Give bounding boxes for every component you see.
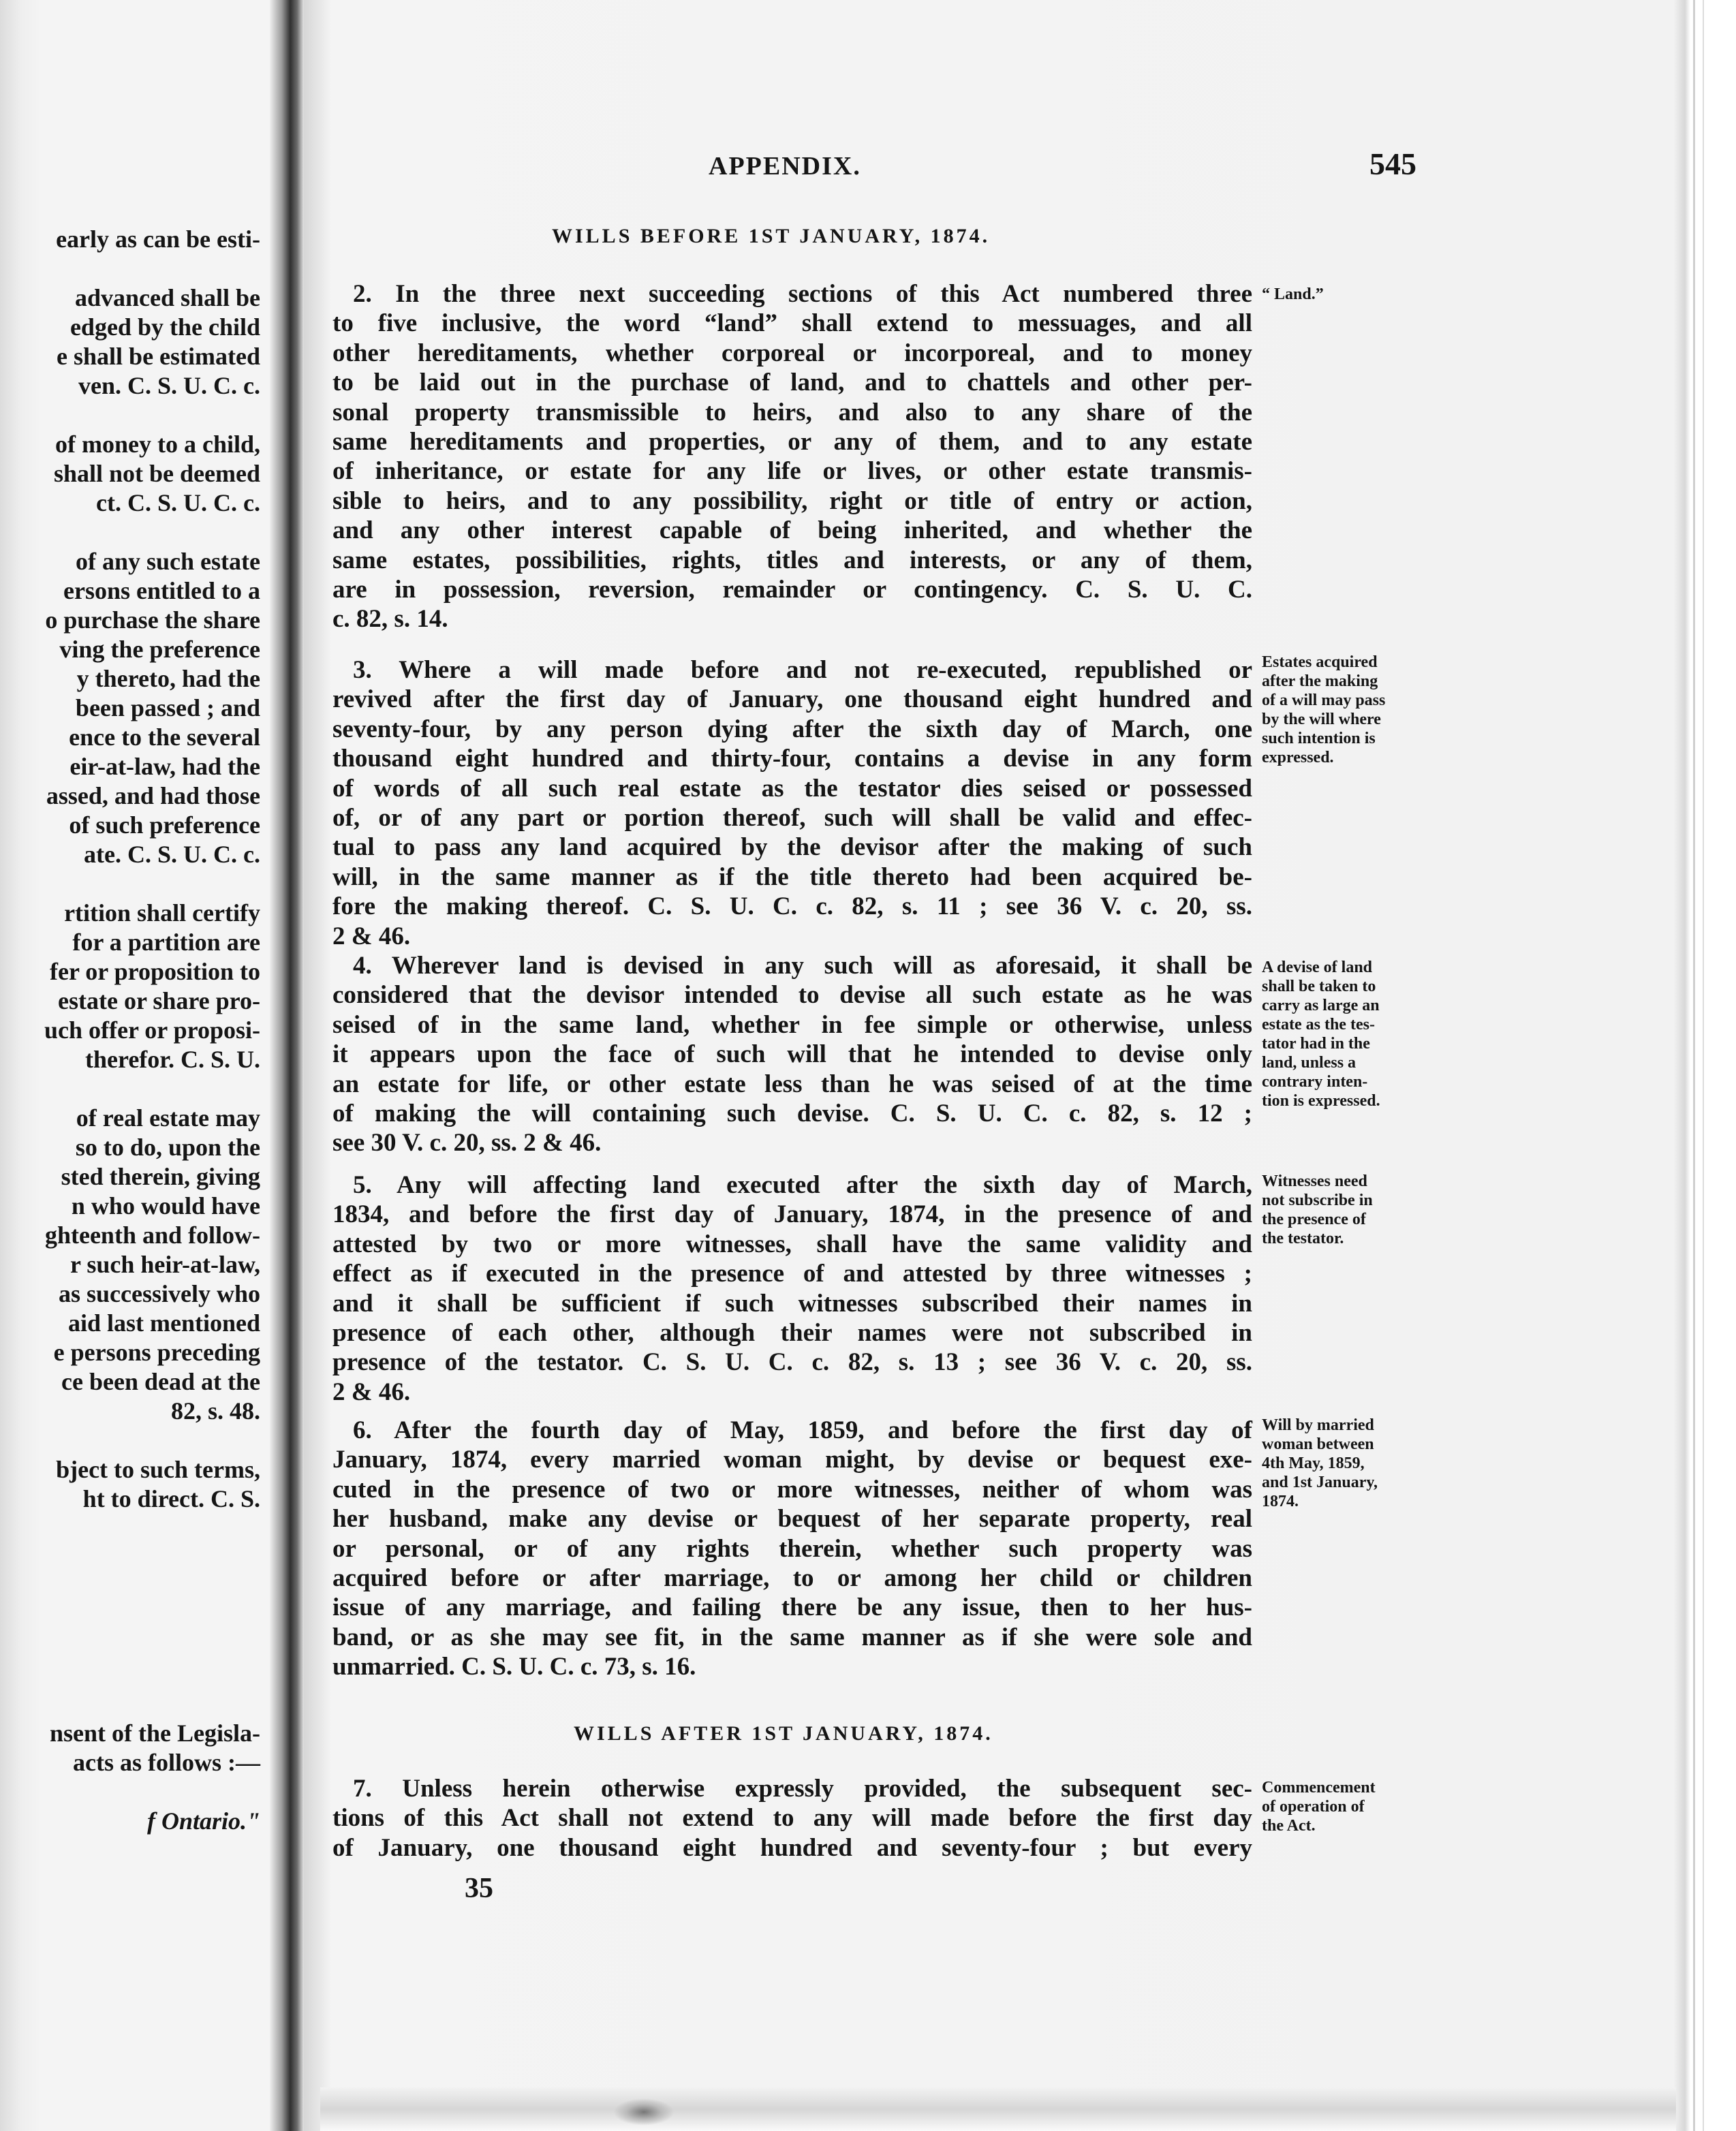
section-line: to five inclusive, the word “land” shall extend to messuages, and all <box>332 309 1252 338</box>
section-line: 2 & 46. <box>332 1378 411 1406</box>
section-line: 2. In the three next succeeding sections of this Act numbered three <box>353 280 1252 308</box>
section-line: 7. Unless herein otherwise expressly provided, the subsequent sec- <box>353 1775 1252 1803</box>
facing-page-line: so to do, upon the <box>75 1134 260 1161</box>
marginal-note-line: by the will where <box>1262 711 1381 728</box>
section-line: revived after the first day of January, one thousand eight hundred and <box>332 685 1252 714</box>
section-line: of making the will containing such devise. C. S. U. C. c. 82, s. 12 ; <box>332 1100 1252 1128</box>
facing-page-line: early as can be esti- <box>56 225 260 253</box>
facing-page-line: assed, and had those <box>46 782 260 809</box>
section-line: considered that the devisor intended to devise all such estate as he was <box>332 981 1252 1010</box>
section-line: other hereditaments, whether corporeal or incorporeal, and to money <box>332 339 1252 367</box>
section-line: will, in the same manner as if the title thereto had been acquired be- <box>332 862 1252 891</box>
page-number: 545 <box>1369 146 1416 181</box>
facing-page-line: eir-at-law, had the <box>69 753 260 780</box>
facing-page-line: r such heir-at-law, <box>70 1251 260 1278</box>
section-line: 6. After the fourth day of May, 1859, and before the first day of <box>353 1416 1252 1444</box>
statute-section <box>332 1774 1252 1863</box>
marginal-note-line: Commencement <box>1262 1779 1376 1796</box>
statute-section <box>332 655 1252 951</box>
facing-page-line: advanced shall be <box>74 284 260 311</box>
marginal-note-line: the Act. <box>1262 1817 1316 1835</box>
section-line: cuted in the presence of two or more witnesses, neither of whom was <box>332 1475 1252 1504</box>
section-line: tions of this Act shall not extend to any will made before the first day <box>332 1804 1252 1833</box>
statute-section <box>332 279 1252 634</box>
marginal-note-line: carry as large an <box>1262 997 1380 1014</box>
marginal-note-line: Witnesses need <box>1262 1172 1367 1190</box>
running-head: APPENDIX. <box>709 152 861 181</box>
marginal-note-line: of a will may pass <box>1262 691 1386 709</box>
section-line: seventy-four, by any person dying after the sixth day of March, one <box>332 715 1252 743</box>
section-heading-wills-after: WILLS AFTER 1ST JANUARY, 1874. <box>574 1722 993 1745</box>
facing-page-line: e shall be estimated <box>57 343 260 370</box>
section-line: acquired before or after marriage, to or among her child or children <box>332 1564 1252 1593</box>
section-heading-wills-before: WILLS BEFORE 1ST JANUARY, 1874. <box>552 225 991 247</box>
facing-page-line: ersons entitled to a <box>63 577 260 604</box>
facing-page-line: edged by the child <box>69 313 260 341</box>
facing-page-line: ce been dead at the <box>61 1368 260 1395</box>
signature-folio: 35 <box>465 1873 493 1904</box>
facing-page-line: aid last mentioned <box>67 1309 260 1337</box>
facing-page-line: nsent of the Legisla- <box>50 1720 260 1747</box>
facing-page-line: ht to direct. C. S. <box>82 1485 260 1512</box>
section-line: of January, one thousand eight hundred and seventy-four ; but every <box>332 1833 1252 1862</box>
marginal-note-line: woman between <box>1262 1435 1374 1453</box>
section-line: and it shall be sufficient if such witnesses subscribed their names in <box>332 1289 1252 1318</box>
marginal-note-line: “ Land.” <box>1262 285 1324 303</box>
section-line: and any other interest capable of being inherited, and whether the <box>332 516 1252 545</box>
section-line: band, or as she may see fit, in the same manner as if she were sole and <box>332 1623 1252 1651</box>
marginal-note-line: tion is expressed. <box>1262 1092 1380 1110</box>
marginal-note-line: not subscribe in <box>1262 1192 1373 1209</box>
marginal-note-line: contrary inten- <box>1262 1073 1368 1091</box>
section-line: presence of each other, although their names were not subscribed in <box>332 1319 1252 1348</box>
facing-page-line: been passed ; and <box>75 694 260 721</box>
section-line: tual to pass any land acquired by the devisor after the making of such <box>332 833 1252 862</box>
marginal-note-line: Estates acquired <box>1262 653 1378 671</box>
facing-page-fragment <box>0 225 264 1850</box>
facing-page-line: sted therein, giving <box>61 1163 260 1190</box>
marginal-note-line: 4th May, 1859, <box>1262 1455 1365 1472</box>
section-line: 4. Wherever land is devised in any such will as aforesaid, it shall be <box>353 952 1252 980</box>
section-line: sible to heirs, and to any possibility, right or title of entry or action, <box>332 486 1252 515</box>
marginal-note <box>1262 958 1432 1110</box>
marginal-note <box>1262 1778 1432 1835</box>
marginal-note-line: such intention is <box>1262 730 1376 747</box>
facing-page-line: of real estate may <box>76 1104 260 1132</box>
section-line: 5. Any will affecting land executed after the sixth day of March, <box>353 1171 1252 1199</box>
section-line: or personal, or of any rights therein, whether such property was <box>332 1534 1252 1563</box>
section-line: are in possession, reversion, remainder or contingency. C. S. U. C. <box>332 576 1252 604</box>
facing-page-line: rtition shall certify <box>64 899 260 927</box>
section-line: issue of any marriage, and failing there be any issue, then to her hus- <box>332 1593 1252 1622</box>
section-line: January, 1874, every married woman might, by devise or bequest exe- <box>332 1446 1252 1474</box>
facing-page-line: therefor. C. S. U. <box>85 1046 260 1073</box>
section-line: presence of the testator. C. S. U. C. c. 82, s. 13 ; see 36 V. c. 20, ss. <box>332 1348 1252 1377</box>
section-line: her husband, make any devise or bequest of her separate property, real <box>332 1505 1252 1534</box>
facing-page-line: ence to the several <box>69 724 260 751</box>
marginal-note-line: of operation of <box>1262 1798 1365 1816</box>
section-line: effect as if executed in the presence of and attested by three witnesses ; <box>332 1260 1252 1288</box>
statute-section <box>332 1416 1252 1682</box>
section-line: it appears upon the face of such will that he intended to devise only <box>332 1040 1252 1069</box>
section-line: unmarried. C. S. U. C. c. 73, s. 16. <box>332 1653 696 1681</box>
marginal-note-line: land, unless a <box>1262 1054 1357 1072</box>
facing-page-line: ate. C. S. U. C. c. <box>84 841 260 868</box>
marginal-note <box>1262 1172 1432 1248</box>
gutter-shadow <box>304 0 331 2131</box>
section-line: 2 & 46. <box>332 922 411 950</box>
facing-page-line: as successively who <box>59 1280 260 1307</box>
facing-page-line: ghteenth and follow- <box>44 1222 260 1249</box>
facing-page-line: of any such estate <box>76 548 260 575</box>
facing-page-line: acts as follows :— <box>73 1749 260 1776</box>
book-gutter <box>270 0 304 2131</box>
facing-page-line: o purchase the share <box>45 606 260 634</box>
facing-page-line: ving the preference <box>59 636 260 663</box>
section-line: 3. Where a will made before and not re-executed, republished or <box>353 656 1252 684</box>
section-line: sonal property transmissible to heirs, and also to any share of the <box>332 398 1252 426</box>
section-line: c. 82, s. 14. <box>332 605 448 634</box>
section-line: of inheritance, or estate for any life or lives, or other estate transmis- <box>332 457 1252 486</box>
marginal-note <box>1262 1416 1432 1511</box>
facing-page-line: n who would have <box>71 1192 260 1219</box>
facing-page-line: 82, s. 48. <box>170 1397 260 1425</box>
section-line: seised of in the same land, whether in fee simple or otherwise, unless <box>332 1010 1252 1039</box>
facing-page-line: estate or share pro- <box>58 987 260 1014</box>
marginal-note <box>1262 285 1432 304</box>
facing-page-line: bject to such terms, <box>56 1456 260 1483</box>
facing-page-line: ven. C. S. U. C. c. <box>78 372 260 399</box>
marginal-note-line: shall be taken to <box>1262 978 1376 995</box>
page-edge-bottom <box>320 2087 1676 2131</box>
marginal-note-line: A devise of land <box>1262 959 1373 976</box>
section-line: to be laid out in the purchase of land, and to chattels and other per- <box>332 369 1252 397</box>
marginal-note-line: Will by married <box>1262 1416 1374 1434</box>
facing-page-line: of such preference <box>69 811 260 839</box>
page-edge-right <box>1673 0 1736 2131</box>
marginal-note-line: tator had in the <box>1262 1035 1370 1053</box>
facing-page-line: shall not be deemed <box>53 460 260 487</box>
facing-page-line: ct. C. S. U. C. c. <box>96 489 260 516</box>
marginal-note-line: the presence of <box>1262 1211 1366 1228</box>
section-line: fore the making thereof. C. S. U. C. c. 82, s. 11 ; see 36 V. c. 20, ss. <box>332 892 1252 921</box>
marginal-note-line: 1874. <box>1262 1493 1299 1510</box>
section-line: same hereditaments and properties, or any of them, and to any estate <box>332 428 1252 456</box>
facing-page-line: of money to a child, <box>55 431 260 458</box>
ink-blot <box>613 2098 675 2126</box>
section-line: same estates, possibilities, rights, titles and interests, or any of them, <box>332 546 1252 574</box>
facing-page-line: fer or proposition to <box>49 958 260 985</box>
marginal-note-line: and 1st January, <box>1262 1474 1378 1491</box>
marginal-note-line: estate as the tes- <box>1262 1016 1375 1033</box>
statute-section <box>332 1170 1252 1407</box>
facing-page-line: e persons preceding <box>53 1339 260 1366</box>
facing-page-line: f Ontario." <box>146 1807 260 1835</box>
section-line: of, or of any part or portion thereof, such will shall be valid and effec- <box>332 804 1252 833</box>
marginal-note-line: expressed. <box>1262 749 1334 766</box>
section-line: see 30 V. c. 20, ss. 2 & 46. <box>332 1129 602 1157</box>
facing-page-line: y thereto, had the <box>76 665 260 692</box>
marginal-note-line: after the making <box>1262 672 1378 690</box>
section-line: 1834, and before the first day of January, 1874, in the presence of and <box>332 1200 1252 1229</box>
section-line: an estate for life, or other estate less than he was seised of at the time <box>332 1070 1252 1098</box>
facing-page-line: for a partition are <box>72 929 260 956</box>
marginal-note-line: the testator. <box>1262 1230 1344 1247</box>
section-line: thousand eight hundred and thirty-four, contains a devise in any form <box>332 745 1252 773</box>
facing-page-line: uch offer or proposi- <box>44 1016 260 1044</box>
marginal-note <box>1262 653 1432 767</box>
section-line: of words of all such real estate as the testator dies seised or possessed <box>332 774 1252 803</box>
statute-section <box>332 951 1252 1158</box>
section-line: attested by two or more witnesses, shall have the same validity and <box>332 1230 1252 1258</box>
